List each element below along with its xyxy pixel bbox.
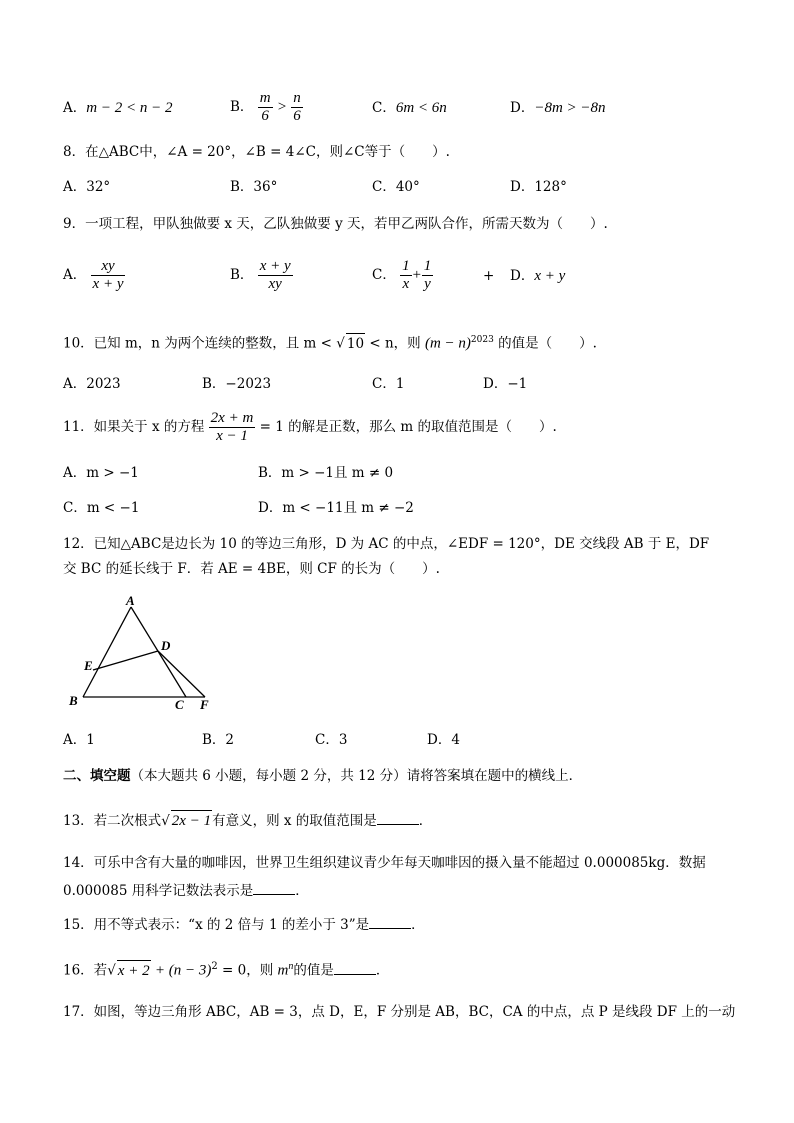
answer-blank	[253, 880, 295, 895]
sqrt-radicand: x + 2	[117, 960, 151, 981]
q15	[63, 914, 425, 935]
q12-option-a: A．1	[63, 732, 95, 748]
option-label: A．	[63, 100, 87, 116]
option-label: D．	[510, 268, 535, 284]
section-title: 二、填空题	[63, 768, 131, 784]
vertex-label-f: F	[200, 697, 209, 712]
fraction-1-over-x: $\frac{1}{x}$	[402, 258, 410, 292]
q14-line1: 14．可乐中含有大量的咖啡因，世界卫生组织建议青少年每天咖啡因的摄入量不能超过 0.000085kg．数据	[63, 855, 706, 871]
q11-stem	[63, 410, 557, 445]
fraction-n-over-6: $\frac{n}{6}$	[293, 90, 301, 124]
fraction-xy-over-x-plus-y: $\frac{xy}{x + y}$	[92, 258, 124, 292]
vertex-label-b: B	[69, 693, 78, 708]
operator: +	[411, 267, 422, 283]
q17-stem: 17．如图，等边三角形 ABC，AB = 3，点 D，E，F 分别是 AB，BC，CA 的中点，点 P 是线段 DF 上的一动	[63, 1004, 736, 1020]
q8-option-a: A．32°	[63, 179, 111, 195]
q11-option-d: D．m < −11且 m ≠ −2	[258, 500, 414, 516]
stem-text: 的值是	[293, 962, 334, 979]
section-2-header	[63, 766, 582, 786]
stem-text: 0.000085 用科学记数法表示是	[63, 883, 254, 899]
stem-text: ．	[411, 917, 425, 933]
q10-option-b: B．−2023	[202, 376, 272, 392]
q7-option-b	[230, 90, 303, 125]
stem-text: 有意义，则 x 的取值范围是	[212, 813, 377, 829]
q12-option-b: B．2	[202, 732, 235, 748]
q12-option-c: C．3	[315, 732, 348, 748]
q10-option-c: C．1	[372, 376, 405, 392]
q9-option-c	[372, 258, 433, 293]
stem-text: 11．如果关于 x 的方程	[63, 419, 205, 435]
option-label: C．	[372, 267, 396, 283]
q8-option-d: D．128°	[510, 179, 567, 195]
q13	[63, 810, 432, 831]
option-expression: −8m > −8n	[534, 100, 606, 116]
q16	[63, 957, 389, 981]
q10-stem	[63, 330, 597, 354]
q8-option-c: C．40°	[372, 179, 420, 195]
stem-text: 的值是（ ）.	[498, 335, 597, 352]
q12-option-d: D．4	[427, 732, 460, 748]
sqrt-sign: √	[107, 962, 116, 979]
q8-option-b: B．36°	[230, 179, 278, 195]
answer-blank	[377, 810, 419, 825]
expression: (m − n)	[424, 335, 471, 352]
exponent: 2	[211, 961, 218, 972]
q11-option-b: B．m > −1且 m ≠ 0	[258, 465, 394, 481]
q8-stem: 8．在△ABC中，∠A = 20°，∠B = 4∠C，则∠C等于（ ）.	[63, 144, 450, 160]
q14-line2	[63, 880, 309, 901]
fraction-m-over-6: $\frac{m}{6}$	[259, 90, 271, 124]
q10-option-a: A．2023	[63, 376, 121, 392]
q9-option-d	[510, 266, 565, 286]
exponent: 2023	[470, 335, 494, 345]
stem-text: 13．若二次根式	[63, 813, 162, 829]
option-label: D．	[510, 100, 535, 116]
option-expression: 6m < 6n	[395, 100, 447, 116]
fraction-x-plus-y-over-xy: $\frac{x + y}{xy}$	[259, 258, 291, 292]
vertex-label-a: A	[126, 593, 135, 608]
q7-option-d	[510, 98, 606, 118]
option-expression: x + y	[534, 268, 566, 284]
option-label: C．	[372, 100, 396, 116]
fraction-equation: $\frac{2x + m}{x - 1}$	[210, 410, 254, 444]
stem-text: 16．若	[63, 962, 108, 979]
power-base: m	[277, 962, 289, 979]
stem-text: 15．用不等式表示：“x 的 2 倍与 1 的差小于 3”是	[63, 917, 370, 933]
vertex-label-d: D	[161, 638, 171, 653]
option-label: B．	[230, 267, 254, 283]
q7-option-a	[63, 98, 172, 118]
vertex-label-e: E	[84, 658, 93, 673]
q11-option-a: A．m > −1	[63, 465, 139, 481]
answer-blank	[334, 960, 376, 975]
option-label: B．	[230, 99, 254, 115]
power-exponent: n	[288, 961, 294, 972]
stray-plus-sign: +	[483, 268, 495, 284]
q12-stem-line2: 交 BC 的延长线于 F．若 AE = 4BE，则 CF 的长为（ ）.	[63, 561, 440, 577]
stem-text: ．	[375, 962, 390, 979]
stem-text: = 0，则	[222, 962, 274, 979]
stem-text: < n，则	[369, 335, 421, 352]
stem-text: ．	[295, 883, 309, 899]
fraction-1-over-y: $\frac{1}{y}$	[423, 258, 432, 292]
stem-text: 10．已知 m，n 为两个连续的整数，且 m <	[63, 335, 332, 352]
q9-stem: 9．一项工程，甲队独做要 x 天，乙队独做要 y 天，若甲乙两队合作，所需天数为（ ）.	[63, 216, 608, 232]
vertex-label-c: C	[175, 697, 184, 712]
q12-triangle-figure	[60, 590, 220, 715]
q12-stem-line1: 12．已知△ABC是边长为 10 的等边三角形，D 为 AC 的中点，∠EDF = 120°，DE 交线段 AB 于 E，DF	[63, 536, 710, 552]
operator: >	[276, 99, 287, 115]
option-expression: m − 2 < n − 2	[86, 100, 173, 116]
stem-text: ．	[418, 813, 433, 829]
section-description: （本大题共 6 小题，每小题 2 分，共 12 分）请将答案填在题中的横线上．	[130, 768, 583, 784]
q9-option-a	[63, 258, 125, 293]
q11-option-c: C．m < −1	[63, 500, 140, 516]
sqrt-radicand: 2x − 1	[171, 810, 212, 831]
answer-blank	[369, 914, 411, 929]
segment-ab	[83, 607, 131, 697]
q9-option-b	[230, 258, 293, 293]
q7-option-c	[372, 98, 447, 118]
sqrt-sign: √	[336, 335, 345, 352]
expression: + (n − 3)	[154, 962, 212, 979]
q10-option-d: D．−1	[483, 376, 528, 392]
option-label: A．	[63, 267, 87, 283]
sqrt-sign: √	[161, 813, 170, 829]
stem-text: = 1 的解是正数，那么 m 的取值范围是（ ）.	[259, 419, 557, 435]
sqrt-radicand: 10	[346, 333, 365, 354]
